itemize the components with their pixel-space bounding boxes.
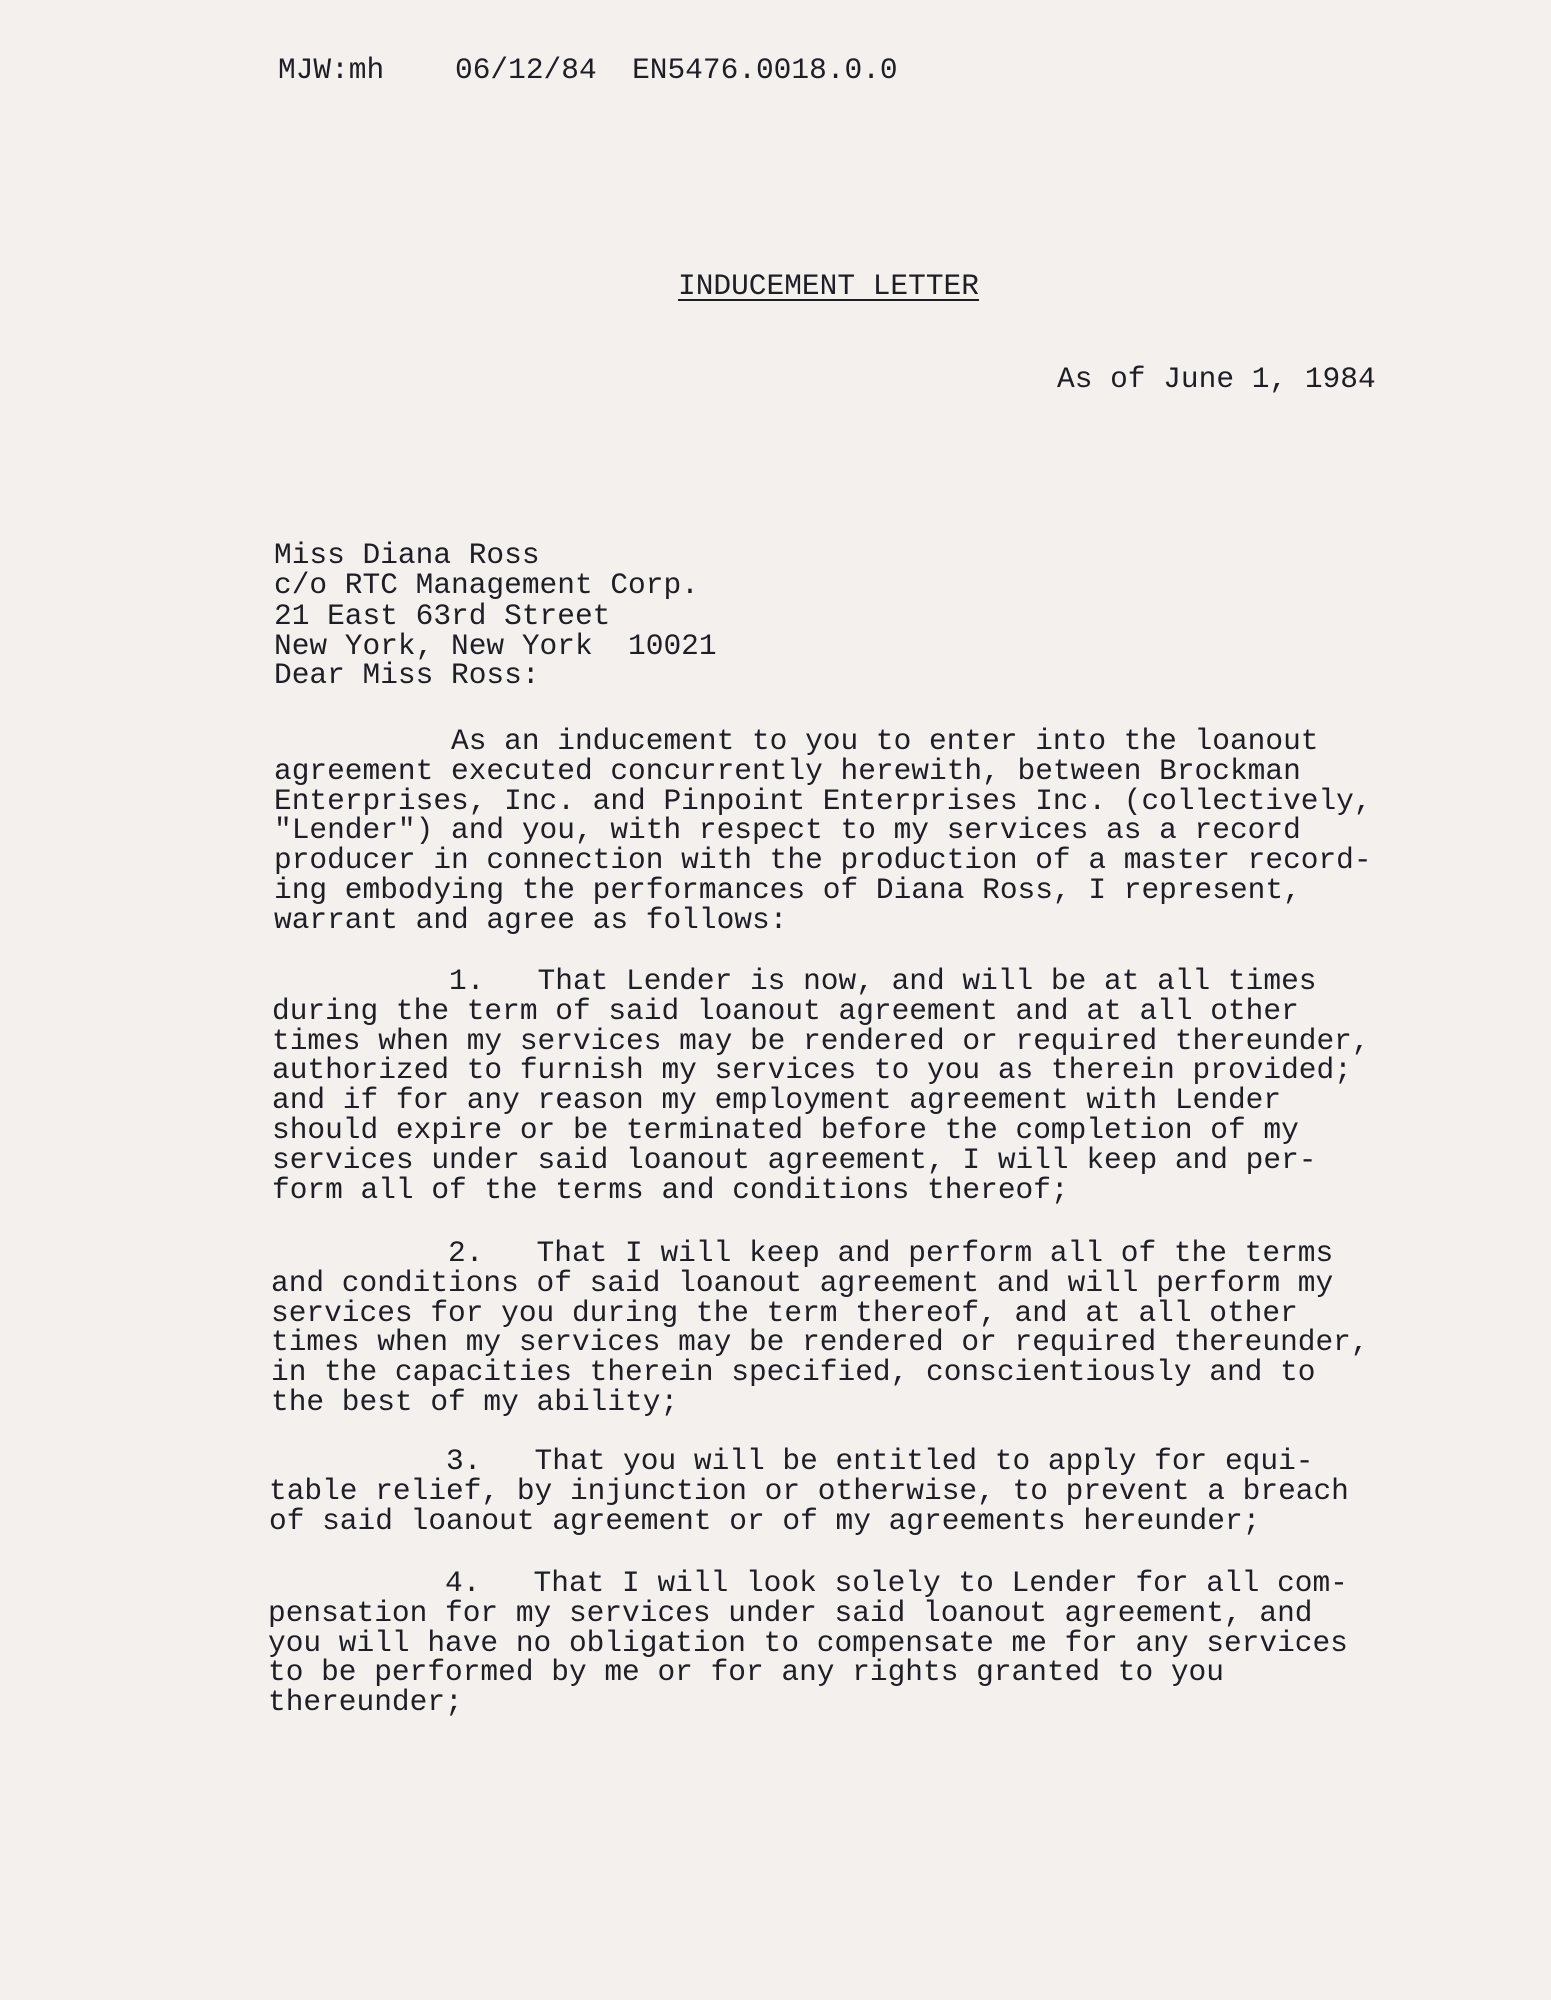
paragraph-line: Enterprises, Inc. and Pinpoint Enterprises Inc. (collectively, [274, 783, 1372, 818]
document-title: INDUCEMENT LETTER [678, 269, 979, 303]
paragraph-line: warrant and agree as follows: [274, 902, 788, 937]
clause-2 [271, 1236, 1369, 1419]
paragraph-line: authorized to furnish my services to you as therein provided; [272, 1053, 1352, 1088]
clause-3 [269, 1444, 1349, 1538]
paragraph-line: and if for any reason my employment agreement with Lender [272, 1083, 1282, 1118]
paragraph-line: form all of the terms and conditions thereof; [272, 1172, 1069, 1207]
address-line: 21 East 63rd Street [274, 598, 611, 633]
address-line: c/o RTC Management Corp. [274, 568, 699, 603]
typed-date: 06/12/84 [455, 53, 597, 87]
paragraph-line: services under said loanout agreement, I will keep and per- [272, 1142, 1317, 1177]
paragraph-line: services for you during the term thereof, and at all other [271, 1295, 1298, 1330]
reference-line [278, 53, 898, 87]
paragraph-line: ing embodying the performances of Diana Ross, I represent, [274, 872, 1301, 907]
paragraph-line: and conditions of said loanout agreement and will perform my [271, 1265, 1334, 1300]
paragraph-line: to be performed by me or for any rights granted to you [268, 1655, 1224, 1690]
paragraph-line: should expire or be terminated before the completion of my [272, 1112, 1299, 1147]
paragraph-line: 3. That you will be entitled to apply for equi- [269, 1444, 1314, 1478]
intro-paragraph [274, 724, 1372, 937]
paragraph-line: 2. That I will keep and perform all of the terms [271, 1236, 1334, 1270]
clause-1 [272, 964, 1370, 1207]
paragraph-line: in the capacities therein specified, conscientiously and to [271, 1355, 1316, 1390]
recipient-address [274, 509, 717, 662]
paragraph-line: of said loanout agreement or of my agreements hereunder; [269, 1503, 1261, 1538]
clause-4 [268, 1566, 1348, 1720]
paragraph-line: producer in connection with the production of a master record- [274, 843, 1372, 878]
address-line: New York, New York 10021 [274, 629, 717, 664]
paragraph-line: agreement executed concurrently herewith, between Brockman [274, 753, 1301, 788]
paragraph-line: you will have no obligation to compensate me for any services [268, 1625, 1348, 1660]
salutation: Dear Miss Ross: [274, 658, 540, 692]
paragraph-line: the best of my ability; [271, 1384, 679, 1419]
typist-initials: MJW:mh [278, 53, 385, 87]
paragraph-line: 1. That Lender is now, and will be at all times [272, 964, 1317, 998]
paragraph-line: table relief, by injunction or otherwise, to prevent a breach [269, 1473, 1349, 1508]
paragraph-line: 4. That I will look solely to Lender for all com- [268, 1566, 1348, 1600]
paragraph-line: times when my services may be rendered or required thereunder, [271, 1325, 1369, 1360]
address-line: Miss Diana Ross [274, 537, 540, 572]
paragraph-line: during the term of said loanout agreement and at all other [272, 993, 1299, 1028]
paragraph-line: thereunder; [268, 1685, 463, 1720]
paragraph-line: pensation for my services under said loanout agreement, and [268, 1595, 1313, 1630]
letter-date: As of June 1, 1984 [1057, 362, 1376, 396]
paragraph-line: times when my services may be rendered or required thereunder, [272, 1023, 1370, 1058]
paragraph-line: As an inducement to you to enter into the loanout [274, 724, 1319, 758]
document-number: EN5476.0018.0.0 [632, 53, 898, 87]
paragraph-line: "Lender") and you, with respect to my services as a record [274, 813, 1301, 848]
